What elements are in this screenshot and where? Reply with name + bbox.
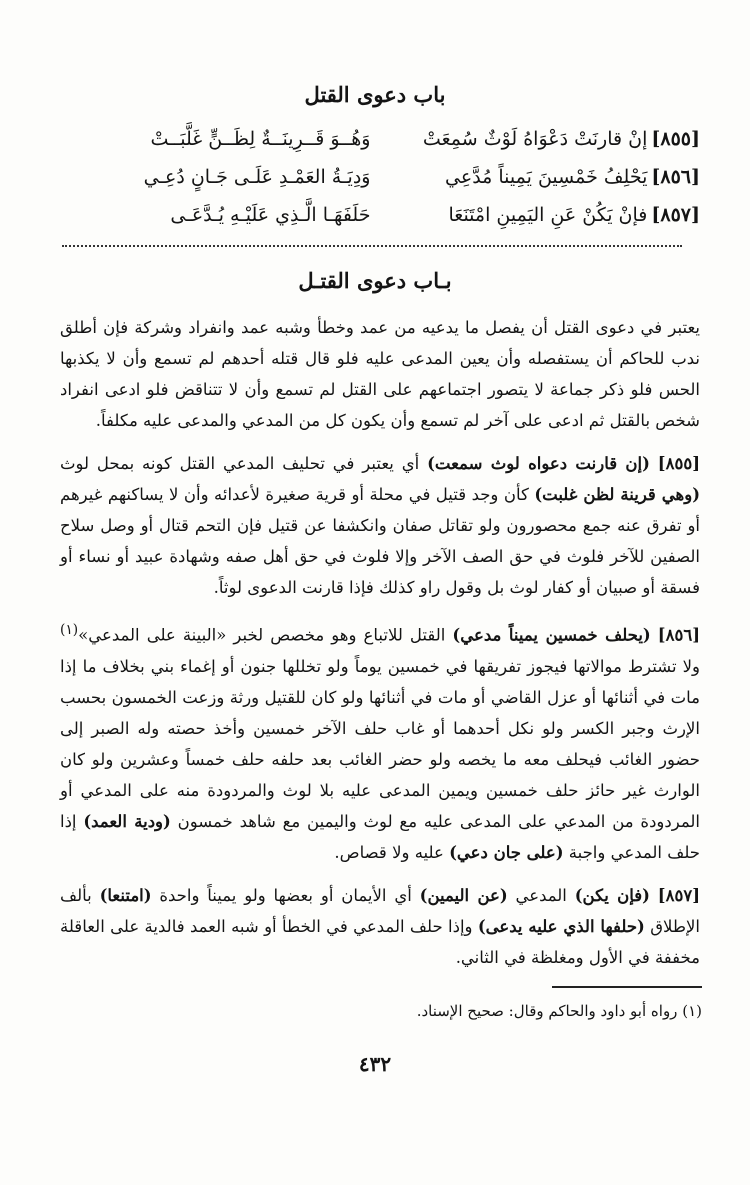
footnote (60, 1002, 702, 1020)
footnote-rule (552, 986, 702, 988)
commentary-text: أي يعتبر في تحليف المدعي القتل كونه بمحل لوث (60, 454, 428, 473)
commentary-text: ولا تشترط موالاتها فيجوز تفريقها في خمسين يوماً ولو تخللها جنون أو إغماء بني بخلاف ما إذا مات في أثنائها أو عزل القاضي أو مات في أثنائها ولو كان للقتيل ورثة وزعت الخمسون بحسب الإرث وجبر الكسر ولو نكل أحدهما أو غاب حلف الآخر خمسين وأخذ حصته وله الصبر إلى حضور الغائب فيحلف معه ما يخصه ولو حضر الغائب بعد حلفه حلف خمساً وعشرين ولو كان الوارث غير حائز حلف خمسين ويمين المدعى عليه بلا لوث والمردودة منه على المدعي أو المردودة من المدعي على المدعى عليه مع لوث واليمين مع شاهد خمسون (60, 656, 700, 831)
paragraph-number: [٨٥٦] (657, 625, 701, 645)
verse-line (70, 120, 700, 158)
verse-number: [٨٥٦] (651, 166, 700, 188)
verse-quote: (امتنعا) (99, 885, 152, 905)
commentary-text: إذا حلف المدعي واجبة (60, 811, 700, 862)
footnote-marker: (١) (60, 622, 79, 638)
verse-quote: (فإن يكن) (574, 885, 650, 905)
verse-first-hemistich (370, 166, 700, 188)
verse-quote: (عن اليمين) (419, 885, 508, 905)
dotted-divider (62, 245, 682, 247)
page-number: ٤٣٢ (358, 1052, 392, 1076)
commentary-text: وإذا حلف المدعي في الخطأ أو شبه العمد فالدية على العاقلة مخففة في الأول ومغلظة في الثاني. (60, 916, 700, 967)
verse-quote: (إن قارنت دعواه لوث سمعت) (427, 454, 650, 473)
commentary-body (60, 312, 700, 985)
paragraph-857 (60, 880, 700, 973)
verse-quote: (حلفها الذي عليه يدعى) (477, 916, 645, 936)
intro-paragraph: يعتبر في دعوى القتل أن يفصل ما يدعيه من عمد وخطأ وشبه عمد وانفراد وشركة فإن أطلق ندب للحاكم أن يستفصله وأن يعين المدعى عليه فلو قال قتله أحدهم لم تسمع وأن لا يكذبها الحس فلو ذكر جماعة لا يتصور اجتماعهم على القتل لم تسمع وأن لا تتناقض فلو ادعى انفراد شخص بالقتل ثم ادعى على آخر لم تسمع وأن يكون كل من المدعي والمدعى عليه مكلفاً. (60, 318, 700, 430)
verse-second-hemistich: وَهُــوَ قَــرِينَــةٌ لِظَــنٍّ غَلَّبَــتْ (150, 128, 371, 150)
verse-first-hemistich (370, 128, 700, 150)
paragraph-number: [٨٥٧] (657, 885, 700, 905)
paragraph-number: [٨٥٥] (657, 454, 701, 473)
commentary-text: كأن وجد قتيل في محلة أو قرية صغيرة لأعدائه وأن لا يساكنهم غيرهم أو تفرق عنه جمع محصورون ولو تقاتل صفان وانكشفا عن قتيل فإن التحم قتال أو وصل سلاح الصفين للآخر فلوث في حق الصف الآخر وإلا فلوث في حق أهل صفه وشهادة عبيد أو نساء أو فسقة أو صبيان أو كفار لوث بل وقول راو كذلك فإذا قارنت الدعوى لوثاً. (60, 485, 700, 597)
verse-section-title: باب دعوى القتل (304, 82, 446, 107)
commentary-text: المدعي (507, 885, 575, 905)
verse-block (70, 120, 700, 234)
commentary-title: بـاب دعوى القتـل (298, 268, 452, 293)
verse-quote: (وهي قرينة لظن غلبت) (534, 485, 700, 504)
verse-quote: (على جان دعي) (449, 842, 564, 862)
commentary-text: عليه ولا قصاص. (334, 842, 450, 862)
commentary-text: بألف الإطلاق (60, 885, 700, 936)
verse-quote: (ودية العمد) (83, 811, 171, 831)
footnote-text: رواه أبو داود والحاكم وقال: صحيح الإسناد. (416, 1002, 678, 1020)
verse-quote: (يحلف خمسين يميناً مدعي) (452, 625, 651, 645)
verse-second-hemistich: وَدِيَـةُ العَمْـدِ عَلَـى جَـانٍ دُعِـي (143, 166, 371, 188)
paragraph-855 (60, 448, 700, 603)
verse-first-text: إنْ قارنَتْ دَعْوَاهُ لَوْثٌ سُمِعَتْ (422, 128, 648, 150)
verse-line (70, 158, 700, 196)
verse-first-text: يَحْلِفُ خَمْسِينَ يَمِيناً مُدَّعِي (445, 166, 648, 188)
verse-second-hemistich: حَلَفَهَـا الَّـذِي عَلَيْـهِ يُـدَّعَـى (170, 204, 371, 226)
verse-line (70, 196, 700, 234)
verse-first-hemistich (370, 204, 700, 226)
verse-number: [٨٥٥] (651, 128, 700, 150)
commentary-text: القتل للاتباع وهو مخصص لخبر «البينة على المدعي» (78, 625, 453, 645)
footnote-number: (١) (682, 1002, 702, 1020)
verse-first-text: فإنْ يَكُنْ عَنِ اليَمِينِ امْتَنَعَا (448, 204, 648, 226)
verse-number: [٨٥٧] (651, 204, 700, 226)
commentary-text: أي الأيمان أو بعضها ولو يميناً واحدة (151, 885, 420, 905)
paragraph-856 (60, 615, 700, 868)
